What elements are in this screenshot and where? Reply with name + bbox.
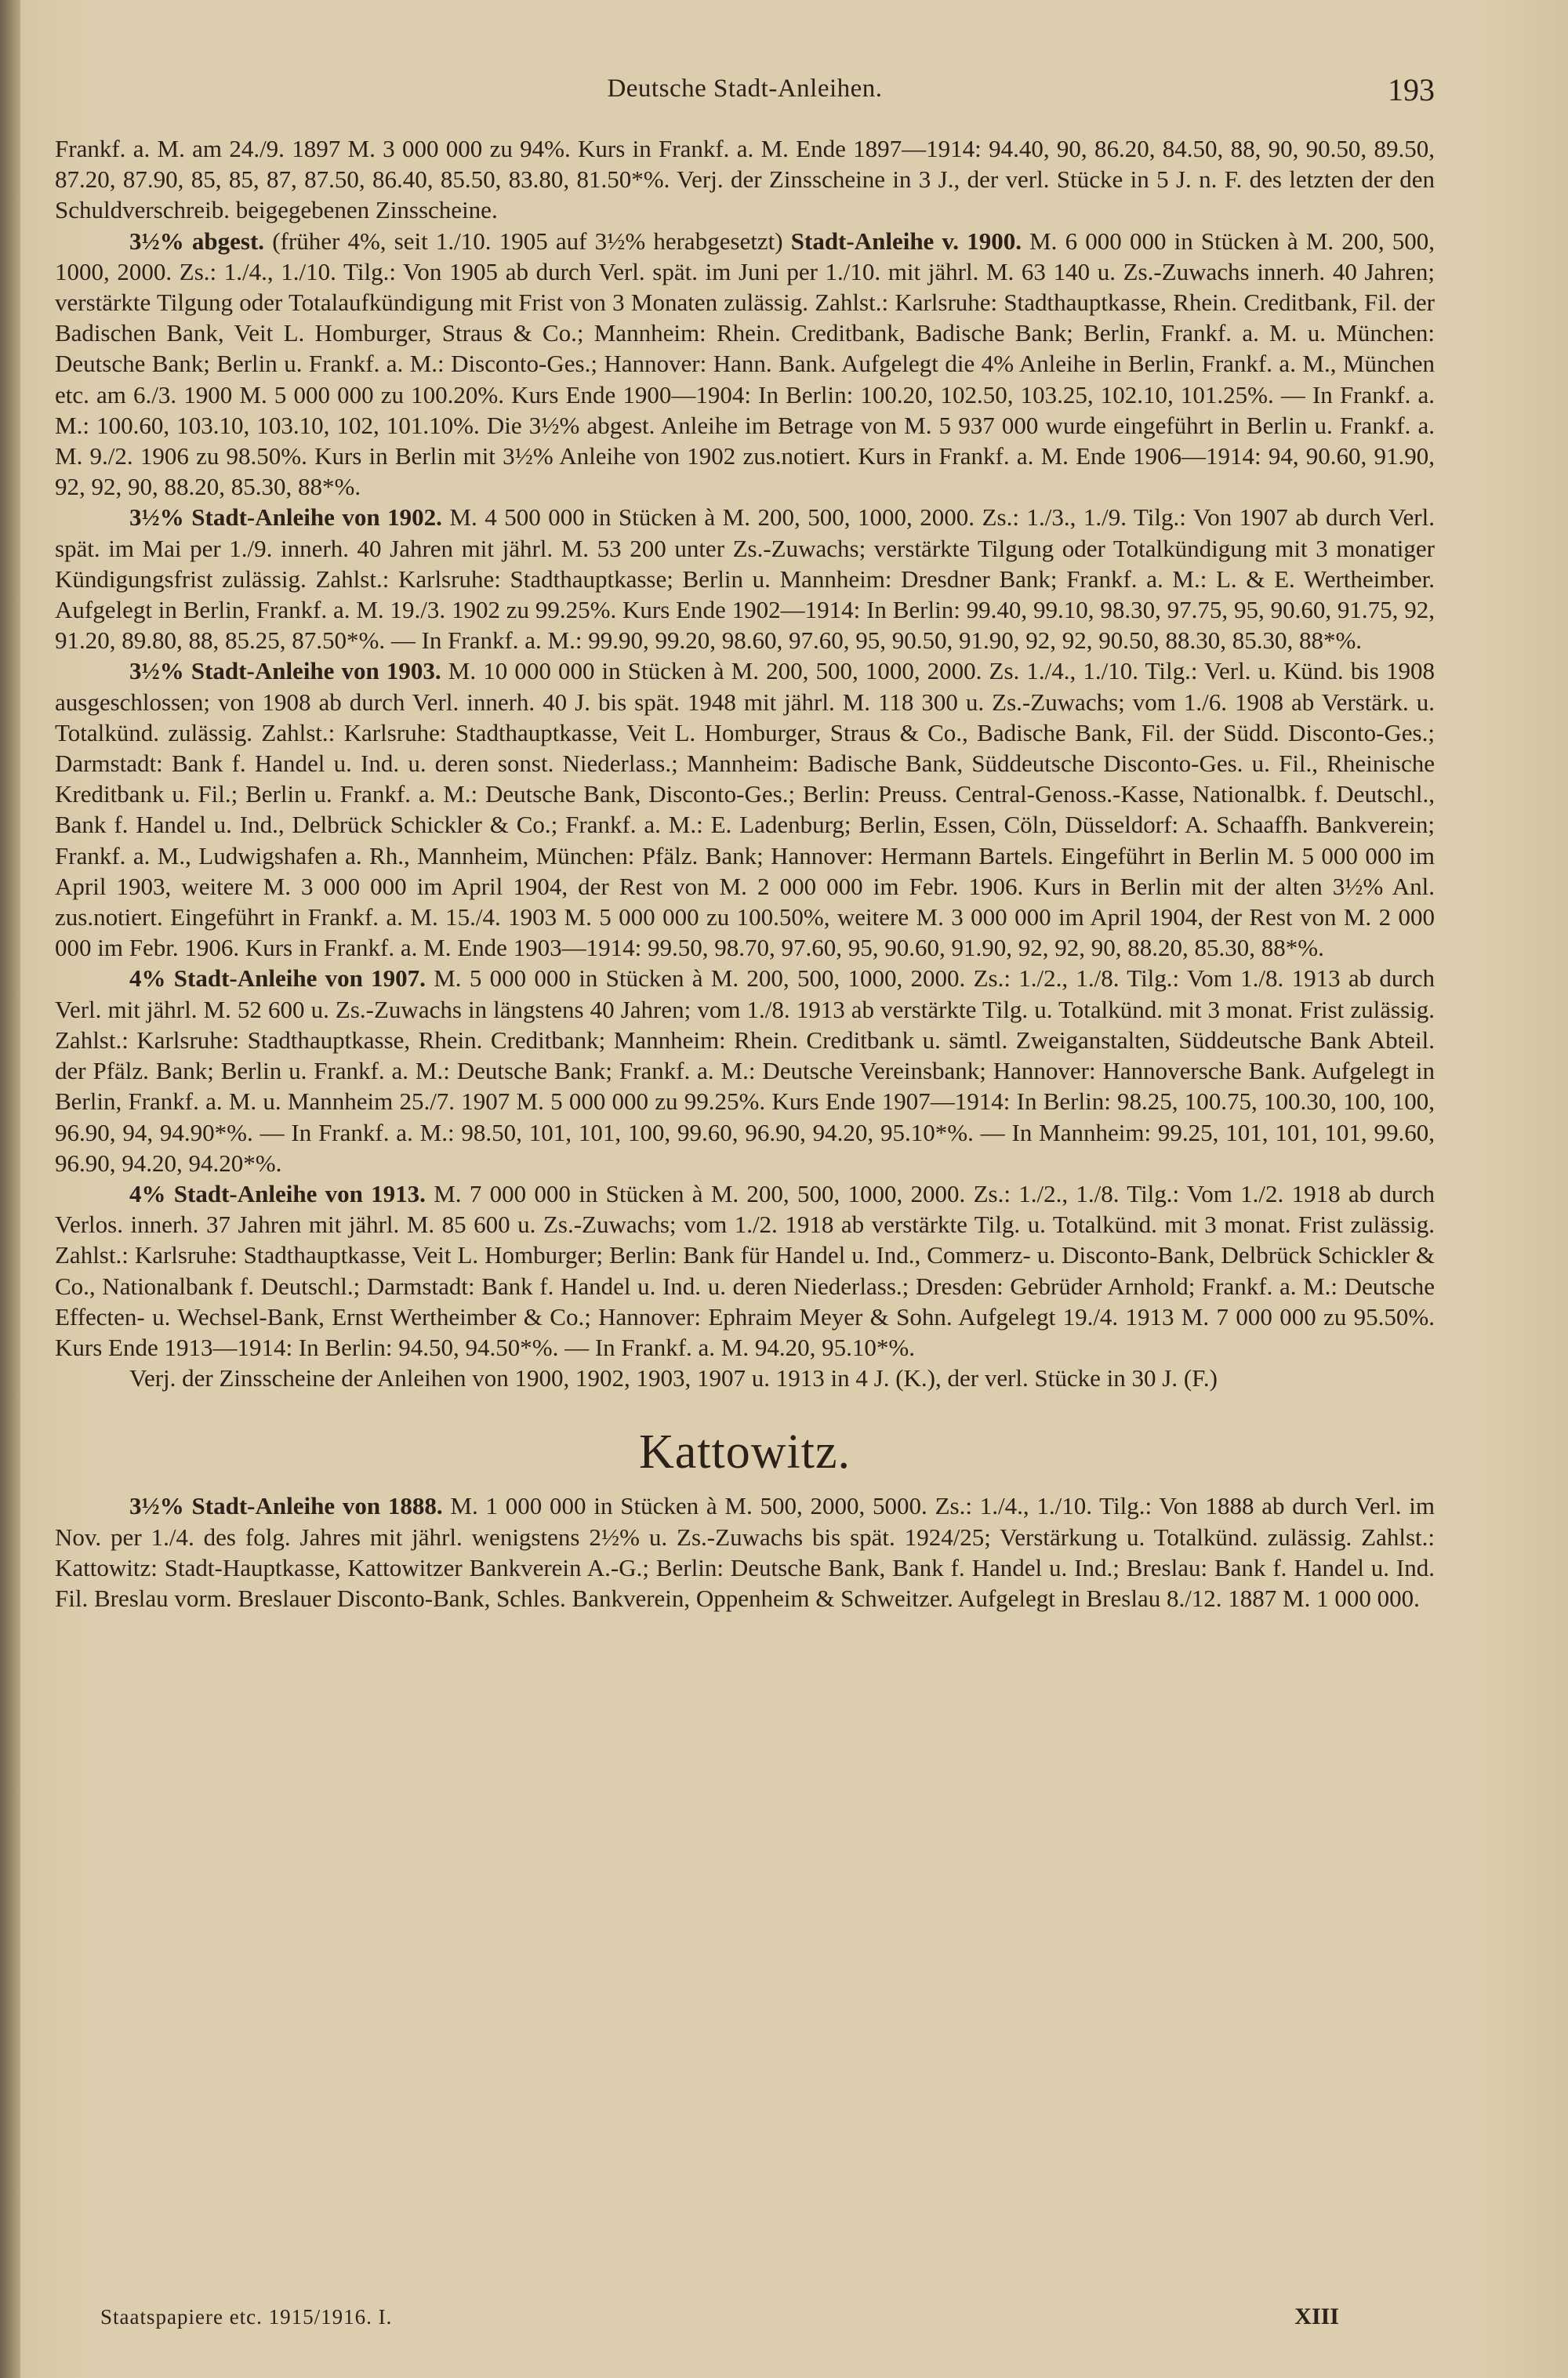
loan-1888-body: M. 1 000 000 in Stücken à M. 500, 2000, 5000. Zs.: 1./4., 1./10. Tilg.: Von 1888 ab durch Verl. im Nov. per 1./4. des folg. Jahres mit jährl. wenigstens 2½% u. Zs.-Zuwachs bis spät. 1924/25; Verstärkung u. Totalkünd. zulässig. Zahlst.: Kattowitz: Stadt-Hauptkasse, Kattowitzer Bankverein A.-G.; Berlin: Deutsche Bank, Bank f. Handel u. Ind.; Breslau: Bank f. Handel u. Ind. Fil. Breslau vorm. Breslauer Disconto-Bank, Schles. Bankverein, Oppenheim & Schweitzer. Aufgelegt in Breslau 8./12. 1887 M. 1 000 000. bbox=[55, 1492, 1435, 1612]
city-heading: Kattowitz. bbox=[639, 1425, 851, 1479]
page-number: 193 bbox=[1388, 72, 1435, 107]
loan-1907-body: M. 5 000 000 in Stücken à M. 200, 500, 1000, 2000. Zs.: 1./2., 1./8. Tilg.: Vom 1./8. 1913 ab durch Verl. mit jährl. M. 52 600 u. Zs.-Zuwachs in längstens 40 Jahren; vom 1./8. 1913 ab verstärkte Tilg. u. Totalkünd. mit 3 monat. Frist zulässig. Zahlst.: Karlsruhe: Stadthauptkasse, Rhein. Creditbank; Mannheim: Rhein. Creditbank u. sämtl. Zweiganstalten, Süddeutsche Bank Abteil. der Pfälz. Bank; Berlin u. Frankf. a. M.: Deutsche Bank; Frankf. a. M.: Deutsche Vereinsbank; Hannover: Hannoversche Bank. Aufgelegt in Berlin, Frankf. a. M. u. Mannheim 25./7. 1907 M. 5 000 000 zu 99.25%. Kurs Ende 1907—1914: In Berlin: 98.25, 100.75, 100.30, 100, 100, 96.90, 94, 94.90*%. — In Frankf. a. M.: 98.50, 101, 101, 100, 99.60, 96.90, 94.20, 95.10*%. — In Mannheim: 99.25, 101, 101, 101, 99.60, 96.90, 94.20, 94.20*%. bbox=[55, 964, 1436, 1177]
loan-1902-title: 3½% Stadt-Anleihe von 1902. bbox=[129, 503, 442, 532]
loan-1900-entry bbox=[55, 226, 1435, 503]
running-title: Deutsche Stadt-Anleihen. bbox=[607, 74, 883, 103]
loan-1888-title: 3½% Stadt-Anleihe von 1888. bbox=[129, 1492, 443, 1520]
loan-1907-entry bbox=[55, 963, 1435, 1178]
footer-source: Staatspapiere etc. 1915/1916. I. bbox=[100, 2305, 393, 2329]
loan-1907-title: 4% Stadt-Anleihe von 1907. bbox=[129, 964, 426, 993]
loan-1913-title: 4% Stadt-Anleihe von 1913. bbox=[129, 1179, 426, 1207]
continuation-paragraph: Frankf. a. M. am 24./9. 1897 M. 3 000 000 zu 94%. Kurs in Frankf. a. M. Ende 1897—1914: 94.40, 90, 86.20, 84.50, 88, 90, 90.50, 89.50, 87.20, 87.90, 85, 85, 87, 87.50, 86.40, 85.50, 83.80, 81.50*%. Verj. der Zinsscheine in 3 J., der verl. Stücke in 5 J. n. F. des letzten der den Schuldverschreib. beigegebenen Zinsscheine. bbox=[55, 135, 1435, 224]
loan-1903-title: 3½% Stadt-Anleihe von 1903. bbox=[129, 657, 441, 685]
loan-1888-entry bbox=[55, 1490, 1435, 1614]
loan-1902-body: M. 4 500 000 in Stücken à M. 200, 500, 1000, 2000. Zs.: 1./3., 1./9. Tilg.: Von 1907 ab durch Verl. spät. im Mai per 1./9. innerh. 40 Jahren mit jährl. M. 53 200 unter Zs.-Zuwachs; verstärkte Tilgung oder Totalkündigung mit 3 monatiger Kündigungsfrist zulässig. Zahlst.: Karlsruhe: Stadthauptkasse; Berlin u. Mannheim: Dresdner Bank; Frankf. a. M.: L. & E. Wertheimber. Aufgelegt in Berlin, Frankf. a. M. 19./3. 1902 zu 99.25%. Kurs Ende 1902—1914: In Berlin: 99.40, 99.10, 98.30, 97.75, 95, 90.60, 91.75, 92, 91.20, 89.80, 88, 85.25, 87.50*%. — In Frankf. a. M.: 99.90, 99.20, 98.60, 97.60, 95, 90.50, 91.90, 92, 92, 90.50, 88.30, 85.30, 88*%. bbox=[55, 503, 1435, 655]
loan-1913-entry bbox=[55, 1178, 1435, 1363]
loan-1900-title2: Stadt-Anleihe v. 1900. bbox=[790, 227, 1022, 255]
loan-1900-body: M. 6 000 000 in Stücken à M. 200, 500, 1000, 2000. Zs.: 1./4., 1./10. Tilg.: Von 1905 ab durch Verl. spät. im Juni per 1./10. mit jährl. M. 63 140 u. Zs.-Zuwachs innerh. 40 Jahren; verstärkte Tilgung oder Totalaufkündigung mit Frist von 3 Monaten zulässig. Zahlst.: Karlsruhe: Stadthauptkasse, Rhein. Creditbank, Fil. der Badischen Bank, Veit L. Homburger, Straus & Co.; Mannheim: Rhein. Creditbank, Badische Bank; Berlin, Frankf. a. M. u. München: Deutsche Bank; Berlin u. Frankf. a. M.: Disconto-Ges.; Hannover: Hann. Bank. Aufgelegt die 4% Anleihe in Berlin, Frankf. a. M., München etc. am 6./3. 1900 M. 5 000 000 zu 100.20%. Kurs Ende 1900—1904: In Berlin: 100.20, 102.50, 103.25, 102.10, 101.25%. — In Frankf. a. M.: 100.60, 103.10, 103.10, 102, 101.10%. Die 3½% abgest. Anleihe im Betrage von M. 5 937 000 wurde eingeführt in Berlin u. Frankf. a. M. 9./2. 1906 zu 98.50%. Kurs in Berlin mit 3½% Anleihe von 1902 zus.notiert. Kurs in Frankf. a. M. Ende 1906—1914: 94, 90.60, 91.90, 92, 92, 90, 88.20, 85.30, 88*%. bbox=[55, 227, 1436, 501]
loan-1913-body: M. 7 000 000 in Stücken à M. 200, 500, 1000, 2000. Zs.: 1./2., 1./8. Tilg.: Vom 1./2. 1918 ab durch Verlos. innerh. 37 Jahren mit jährl. M. 85 600 u. Zs.-Zuwachs; vom 1./2. 1918 ab verstärkte Tilg. u. Totalkünd. mit 3 monat. Frist zulässig. Zahlst.: Karlsruhe: Stadthauptkasse, Veit L. Homburger; Berlin: Bank für Handel u. Ind., Commerz- u. Disconto-Bank, Delbrück Schickler & Co., Nationalbank f. Deutschl.; Darmstadt: Bank f. Handel u. Ind. u. deren Niederlass.; Dresden: Gebrüder Arnhold; Frankf. a. M.: Deutsche Effecten- u. Wechsel-Bank, Ernst Wertheimber & Co.; Hannover: Ephraim Meyer & Sohn. Aufgelegt 19./4. 1913 M. 7 000 000 zu 95.50%. Kurs Ende 1913—1914: In Berlin: 94.50, 94.50*%. — In Frankf. a. M. 94.20, 95.10*%. bbox=[55, 1179, 1436, 1361]
loan-1903-body: M. 10 000 000 in Stücken à M. 200, 500, 1000, 2000. Zs. 1./4., 1./10. Tilg.: Verl. u. Künd. bis 1908 ausgeschlossen; von 1908 ab durch Verl. innerh. 40 J. bis spät. 1948 mit jährl. M. 118 300 u. Zs.-Zuwachs; vom 1./6. 1908 ab Verstärk. u. Totalkünd. zulässig. Zahlst.: Karlsruhe: Stadthauptkasse, Veit L. Homburger, Straus & Co., Badische Bank, Fil. der Südd. Disconto-Ges.; Darmstadt: Bank f. Handel u. Ind. u. deren sonst. Niederlass.; Mannheim: Badische Bank, Süddeutsche Disconto-Ges. u. Fil., Rheinische Kreditbank u. Fil.; Berlin u. Frankf. a. M.: Deutsche Bank, Disconto-Ges.; Berlin: Preuss. Central-Genoss.-Kasse, Nationalbk. f. Deutschl., Bank f. Handel u. Ind., Delbrück Schickler & Co.; Frankf. a. M.: E. Ladenburg; Berlin, Essen, Cöln, Düsseldorf: A. Schaaffh. Bankverein; Frankf. a. M., Ludwigshafen a. Rh., Mannheim, München: Pfälz. Bank; Hannover: Hermann Bartels. Eingeführt in Berlin M. 5 000 000 im April 1903, weitere M. 3 000 000 im April 1904, der Rest von M. 2 000 000 im Febr. 1906. Kurs in Berlin mit der alten 3½% Anl. zus.notiert. Eingeführt in Frankf. a. M. 15./4. 1903 M. 5 000 000 zu 100.50%, weitere M. 3 000 000 im April 1904, der Rest von M. 2 000 000 im Febr. 1906. Kurs in Frankf. a. M. Ende 1903—1914: 99.50, 98.70, 97.60, 95, 90.60, 91.90, 92, 92, 90, 88.20, 85.30, 88*%. bbox=[55, 657, 1435, 962]
book-gutter bbox=[0, 0, 20, 2378]
main-text bbox=[55, 133, 1435, 1614]
page-header bbox=[55, 74, 1435, 122]
loan-1900-title: 3½% abgest. bbox=[129, 227, 265, 255]
verjaehrung-paragraph: Verj. der Zinsscheine der Anleihen von 1900, 1902, 1903, 1907 u. 1913 in 4 J. (K.), der verl. Stücke in 30 J. (F.) bbox=[129, 1364, 1218, 1392]
loan-1902-entry bbox=[55, 502, 1435, 655]
loan-1903-entry bbox=[55, 655, 1435, 963]
footer-signature: XIII bbox=[1294, 2304, 1339, 2329]
page-footer bbox=[100, 2305, 1339, 2336]
loan-1900-note: (früher 4%, seit 1./10. 1905 auf 3½% herabgesetzt) bbox=[264, 227, 791, 255]
